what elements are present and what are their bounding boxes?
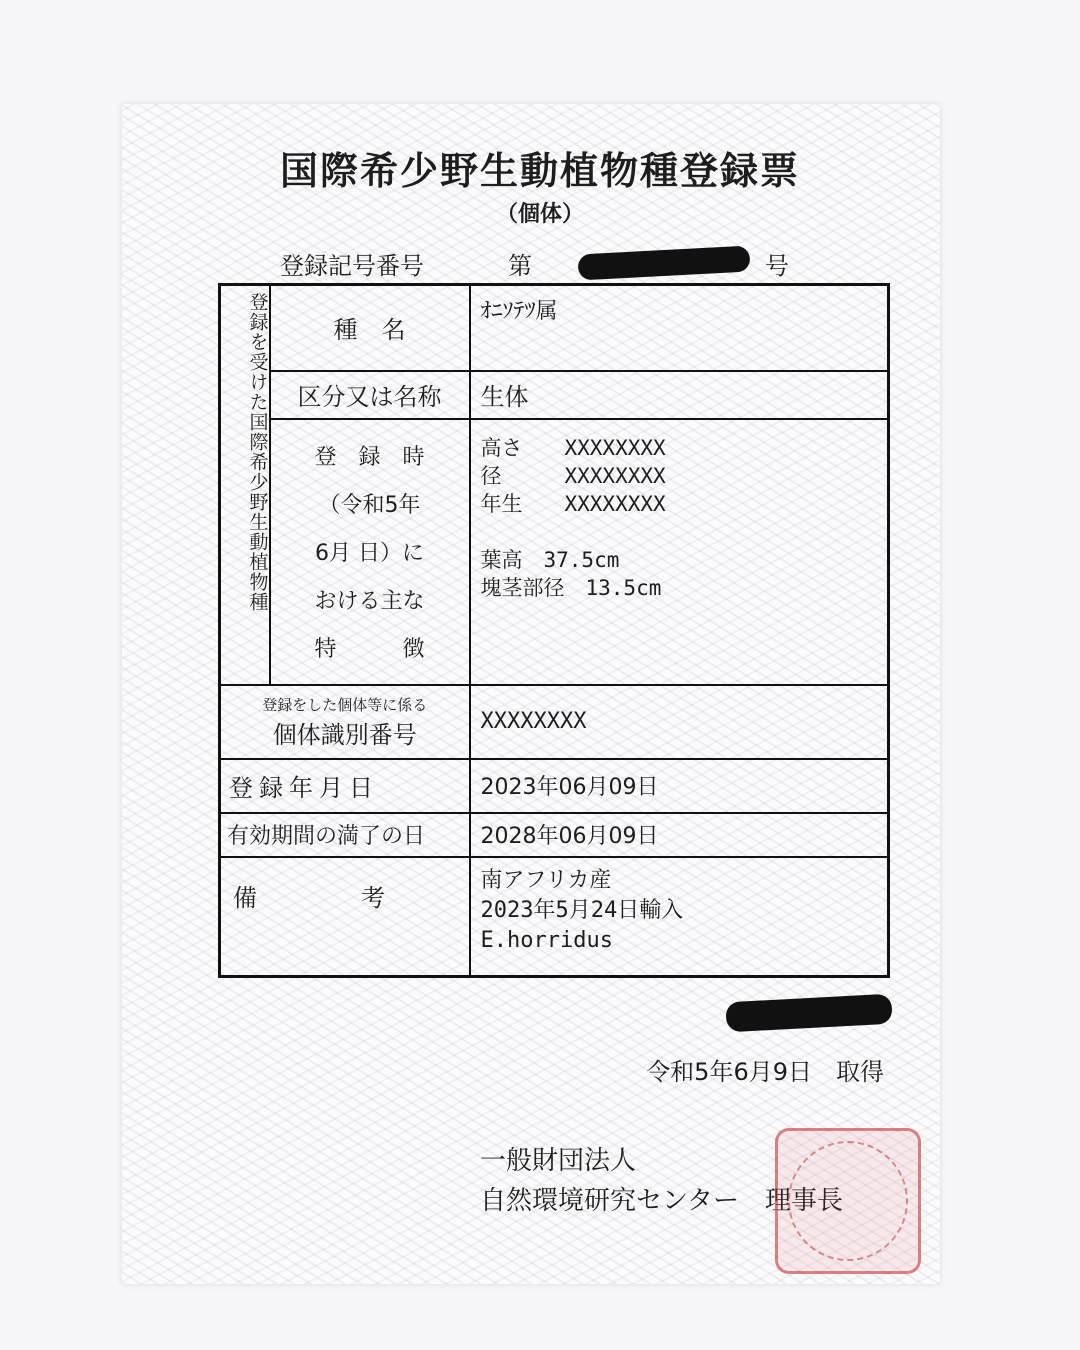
id-label: 個体識別番号 bbox=[272, 720, 417, 749]
species-label: 種 名 bbox=[270, 285, 470, 371]
id-value: XXXXXXXX bbox=[470, 685, 889, 759]
id-label-small: 登録をした個体等に係る bbox=[262, 695, 428, 714]
registration-date-value: 2023年06月09日 bbox=[470, 759, 889, 813]
category-label: 区分又は名称 bbox=[270, 371, 470, 419]
side-label: 登録を受けた国際希少野生動植物種 bbox=[220, 285, 270, 685]
official-seal-stamp bbox=[775, 1128, 921, 1274]
registration-number-suffix: 号 bbox=[765, 252, 789, 280]
registration-number-label: 登録記号番号 bbox=[280, 252, 424, 280]
document-subtitle: （個体） bbox=[495, 201, 584, 227]
remarks-value: 南アフリカ産 2023年5月24日輸入 E.horridus bbox=[470, 857, 889, 977]
acquisition-date: 令和5年6月9日 取得 bbox=[646, 1058, 884, 1086]
category-value: 生体 bbox=[470, 371, 889, 419]
registration-table bbox=[218, 283, 890, 978]
features-label: 登 録 時 （令和5年 6月 日）に おける主な 特 徴 bbox=[270, 419, 470, 685]
registration-number-prefix: 第 bbox=[508, 252, 532, 280]
issuer-organization-type: 一般財団法人 bbox=[480, 1146, 637, 1176]
expiry-date-value: 2028年06月09日 bbox=[470, 813, 889, 857]
remarks-label: 備 考 bbox=[220, 857, 470, 977]
expiry-date-label: 有効期間の満了の日 bbox=[220, 813, 470, 857]
issuer-organization-name: 自然環境研究センター 理事長 bbox=[480, 1186, 843, 1216]
features-value: 高さ XXXXXXXX 径 XXXXXXXX 年生 XXXXXXXX 葉高 37.5cm 塊茎部径 13.5cm bbox=[470, 419, 889, 685]
document-title: 国際希少野生動植物種登録票 bbox=[279, 148, 800, 193]
species-value: ｵﾆｿﾃﾂ属 bbox=[470, 285, 889, 371]
registration-date-label: 登録年月日 bbox=[220, 759, 470, 813]
